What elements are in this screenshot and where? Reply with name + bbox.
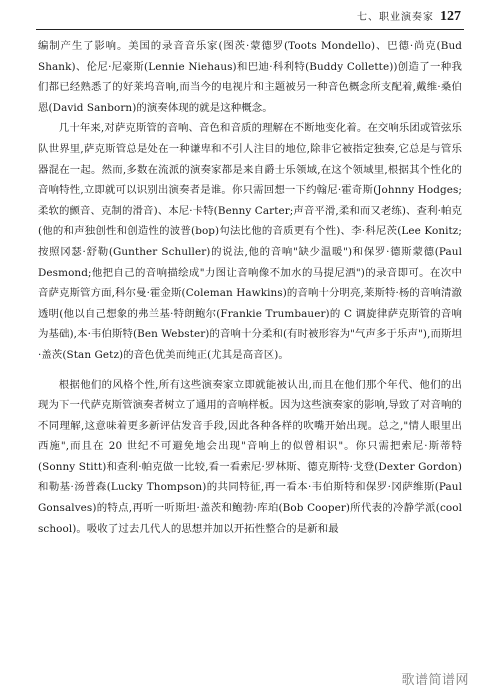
chapter-title: 七、职业演奏家 bbox=[357, 12, 434, 23]
paragraph-gap bbox=[38, 366, 462, 375]
body-text bbox=[38, 36, 462, 539]
running-header bbox=[357, 8, 461, 26]
paragraph-continued: 编制产生了影响。美国的录音音乐家(图茨·蒙德罗(Toots Mondello)、巴德·尚克(Bud Shank)、伦尼·尼豪斯(Lennie Niehaus)和巴迪·科利特(Buddy Collette))创造了一种我们都已经熟悉了的好莱坞音响,而当今的电视片和主题被另一种音色概念所支配着,戴维·桑伯恩(David Sanborn)的演奏体现的就是这种概念。 bbox=[38, 40, 462, 114]
site-watermark: 歌谱简谱网 bbox=[401, 673, 469, 688]
paragraph: 几十年来,对萨克斯管的音响、音色和音质的理解在不断地变化着。在交响乐团或管弦乐队世界里,萨克斯管总是处在一种谦卑和不引人注目的地位,除非它被指定独奏,它总是与管乐器混在一起。然而,多数在流派的演奏家都是来自爵士乐领域,在这个领域里,根据其个性化的音响特性,立即就可以识别出演奏者是谁。你只需回想一下约翰尼·霍奇斯(Johnny Hodges;柔软的颤音、克制的滑音)、本尼·卡特(Benny Carter;声音平滑,柔和而又老练)、查利·帕克(他的和声独创性和创造性的波普(bop)句法比他的音质更有个性)、李·科尼茨(Lee Konitz;按照冈瑟·舒勒(Gunther Schuller)的说法,他的音响"缺少温暖")和保罗·德斯蒙德(Paul Desmond;他把自己的音响描绘成"力图让音响像不加水的马提尼酒")的录音即可。在次中音萨克斯管方面,科尔曼·霍金斯(Coleman Hawkins)的音响十分明亮,莱斯特·杨的音响清澈透明(他以自己想象的弗兰基·特朗鲍尔(Frankie Trumbauer)的 C 调旋律萨克斯管的音响为基础),本·韦伯斯特(Ben Webster)的音响十分柔和(有时被形容为"气声多于乐声"),而斯坦·盖茨(Stan Getz)的音色优美而纯正(尤其是高音区)。 bbox=[38, 122, 462, 361]
page-number: 127 bbox=[440, 9, 461, 24]
paragraph: 根据他们的风格个性,所有这些演奏家立即就能被认出,而且在他们那个年代、他们的出现为下一代萨克斯管演奏者树立了通用的音响样板。因为这些演奏家的影响,导致了对音响的不同理解,这意味着更多新评估发音手段,因此各种各样的吹嘴开始出现。总之,"情人眼里出西施",而且在 20 世纪不可避免地会出现"音响上的似曾相识"。你只需把索尼·斯蒂特(Sonny Stitt)和查利·帕克做一比较,看一看索尼·罗林斯、德克斯特·戈登(Dexter Gordon)和勒基·汤普森(Lucky Thompson)的共同特征,再一看本·韦伯斯特和保罗·冈萨维斯(Paul Gonsalves)的特点,再听一听斯坦·盖茨和鲍勃·库珀(Bob Cooper)所代表的冷静学派(cool school)。吸收了过去几代人的思想并加以开拓性整合的是新和最 bbox=[38, 378, 462, 535]
header-rule bbox=[36, 29, 464, 30]
